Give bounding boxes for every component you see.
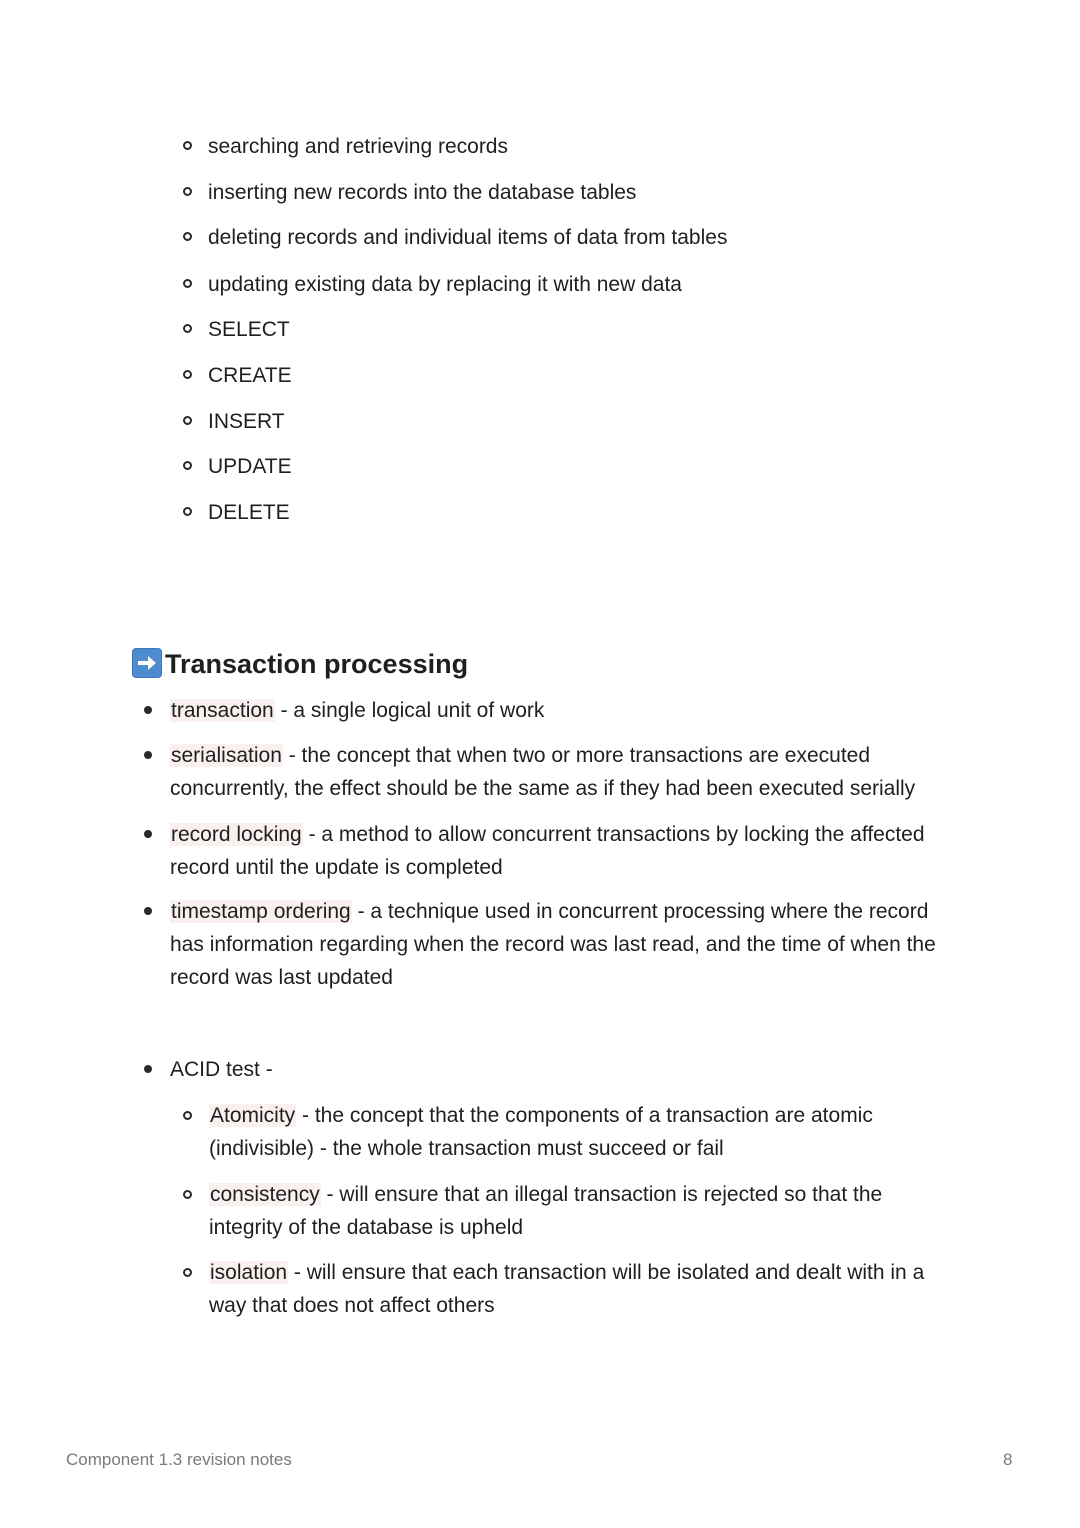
hollow-bullet-icon — [183, 370, 192, 379]
bullet-icon — [144, 751, 152, 759]
list-item-text: CREATE — [208, 364, 292, 387]
hollow-bullet-icon — [183, 416, 192, 425]
list-item — [183, 359, 292, 392]
hollow-bullet-icon — [183, 232, 192, 241]
bullet-icon — [144, 706, 152, 714]
list-item — [183, 313, 290, 346]
footer-title: Component 1.3 revision notes — [66, 1450, 292, 1469]
term: transaction — [171, 699, 274, 722]
term: serialisation — [171, 744, 282, 767]
list-item-text: updating existing data by replacing it with new data — [208, 273, 682, 296]
list-item-text: SELECT — [208, 318, 290, 341]
bullet-icon — [144, 907, 152, 915]
list-item — [144, 895, 960, 994]
hollow-bullet-icon — [183, 461, 192, 470]
definition: - a technique used in concurrent processing where the record has information regarding when the record was last read, and the time of when the record was last updated — [170, 900, 936, 989]
acid-list-item — [144, 1053, 960, 1086]
list-item — [183, 268, 682, 301]
term: timestamp ordering — [171, 900, 351, 923]
list-item-text: deleting records and individual items of data from tables — [208, 226, 728, 249]
list-item-text: INSERT — [208, 410, 285, 433]
hollow-bullet-icon — [183, 187, 192, 196]
list-item — [144, 739, 960, 805]
section-title: Transaction processing — [165, 649, 469, 679]
definition: - the concept that the components of a transaction are atomic (indivisible) - the whole transaction must succeed or fail — [209, 1104, 873, 1160]
term: record locking — [171, 823, 302, 846]
term: Atomicity — [210, 1104, 296, 1127]
hollow-bullet-icon — [183, 141, 192, 150]
list-item — [183, 1099, 959, 1165]
page-number: 8 — [1003, 1450, 1013, 1469]
list-item — [183, 405, 285, 438]
section-heading — [132, 646, 468, 682]
definition: - will ensure that each transaction will be isolated and dealt with in a way that does not affect others — [209, 1261, 925, 1317]
list-item — [183, 221, 727, 254]
definition: - a method to allow concurrent transactions by locking the affected record until the update is completed — [170, 823, 925, 879]
hollow-bullet-icon — [183, 324, 192, 333]
definition: - a single logical unit of work — [274, 699, 545, 722]
list-item — [183, 1178, 959, 1244]
list-item — [183, 450, 292, 483]
definition: - will ensure that an illegal transaction is rejected so that the integrity of the database is upheld — [209, 1183, 883, 1239]
hollow-bullet-icon — [183, 1268, 192, 1277]
list-item-text: DELETE — [208, 501, 290, 524]
term: consistency — [210, 1183, 320, 1206]
list-item — [183, 1256, 959, 1322]
list-item — [183, 176, 636, 209]
list-item-text: searching and retrieving records — [208, 135, 508, 158]
bullet-icon — [144, 1065, 152, 1073]
hollow-bullet-icon — [183, 507, 192, 516]
hollow-bullet-icon — [183, 1190, 192, 1199]
list-item — [144, 818, 960, 884]
hollow-bullet-icon — [183, 1111, 192, 1120]
acid-label: ACID test - — [170, 1058, 273, 1081]
list-item-text: inserting new records into the database tables — [208, 181, 637, 204]
list-item — [183, 130, 508, 163]
definition: - the concept that when two or more transactions are executed concurrently, the effect should be the same as if they had been executed serially — [170, 744, 916, 800]
bullet-icon — [144, 830, 152, 838]
list-item-text: UPDATE — [208, 455, 292, 478]
right-arrow-icon — [132, 648, 162, 678]
list-item — [183, 496, 290, 529]
hollow-bullet-icon — [183, 279, 192, 288]
term: isolation — [210, 1261, 288, 1284]
list-item — [144, 694, 960, 727]
